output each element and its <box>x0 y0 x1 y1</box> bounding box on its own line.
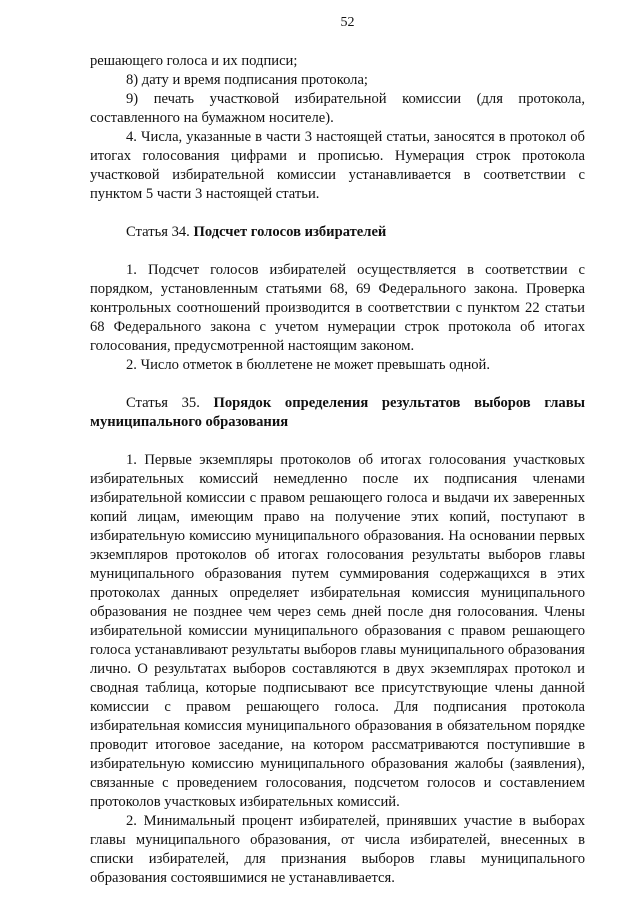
article-34-label: Статья 34. <box>126 224 194 240</box>
paragraph-part-4: 4. Числа, указанные в части 3 настоящей статьи, заносятся в протокол об итогах голосования цифрами и прописью. Нумерация строк протокола участковой избирательной комиссии устанавливается в соответствии с пунктом 5 части 3 настоящей статьи. <box>90 129 585 202</box>
article-34-paragraph-2: 2. Число отметок в бюллетене не может превышать одной. <box>126 357 491 373</box>
paragraph-item-9: 9) печать участковой избирательной комиссии (для протокола, составленного на бумажном носителе). <box>90 91 585 126</box>
article-34-heading <box>90 223 585 242</box>
paragraph-signatures: решающего голоса и их подписи; <box>90 53 298 69</box>
article-35-paragraph-1: 1. Первые экземпляры протоколов об итогах голосования участковых избирательных комиссий немедленно после их подписания членами избирательной комиссии с правом решающего голоса и выдачи их заверенных копий лицам, имеющим право на получение этих копий, поступают в избирательную комиссию муниципального образования. На основании первых экземпляров протоколов об итогах голосования результаты выборов главы муниципального образования путем суммирования содержащихся в этих протоколах данных определяет избирательная комиссия муниципального образования не позднее чем через семь дней после дня голосования. Члены избирательной комиссии муниципального образования с правом решающего голоса устанавливают результаты выборов главы муниципального образования лично. О результатах выборов составляются в двух экземплярах протокол и сводная таблица, которые подписывают все присутствующие члены данной комиссии с правом решающего голоса. Для подписания протокола избирательная комиссия муниципального образования в обязательном порядке проводит итоговое заседание, на котором рассматриваются поступившие в избирательную комиссию муниципального образования жалобы (заявления), связанные с проведением голосования, подсчетом голосов и составлением протоколов участковых избирательных комиссий. <box>90 452 585 810</box>
article-35-title: Порядок определения результатов выборов главы муниципального образования <box>90 395 585 430</box>
article-35-paragraph-2: 2. Минимальный процент избирателей, принявших участие в выборах главы муниципального образования, от числа избирателей, внесенных в списки избирателей, для признания выборов главы муниципального образования состоявшимися не устанавливается. <box>90 813 585 886</box>
article-34-title: Подсчет голосов избирателей <box>193 224 387 240</box>
paragraph-item-8: 8) дату и время подписания протокола; <box>126 72 368 88</box>
page-number: 52 <box>340 15 355 30</box>
article-35-heading <box>90 394 585 432</box>
article-34-paragraph-1: 1. Подсчет голосов избирателей осуществляется в соответствии с порядком, установленным статьями 68, 69 Федерального закона. Проверка контрольных соотношений производится в соответствии с пунктом 22 статьи 68 Федерального закона с учетом нумерации строк протокола об итогах голосования, предусмотренной настоящим законом. <box>90 262 585 354</box>
article-35-label: Статья 35. <box>126 395 214 411</box>
